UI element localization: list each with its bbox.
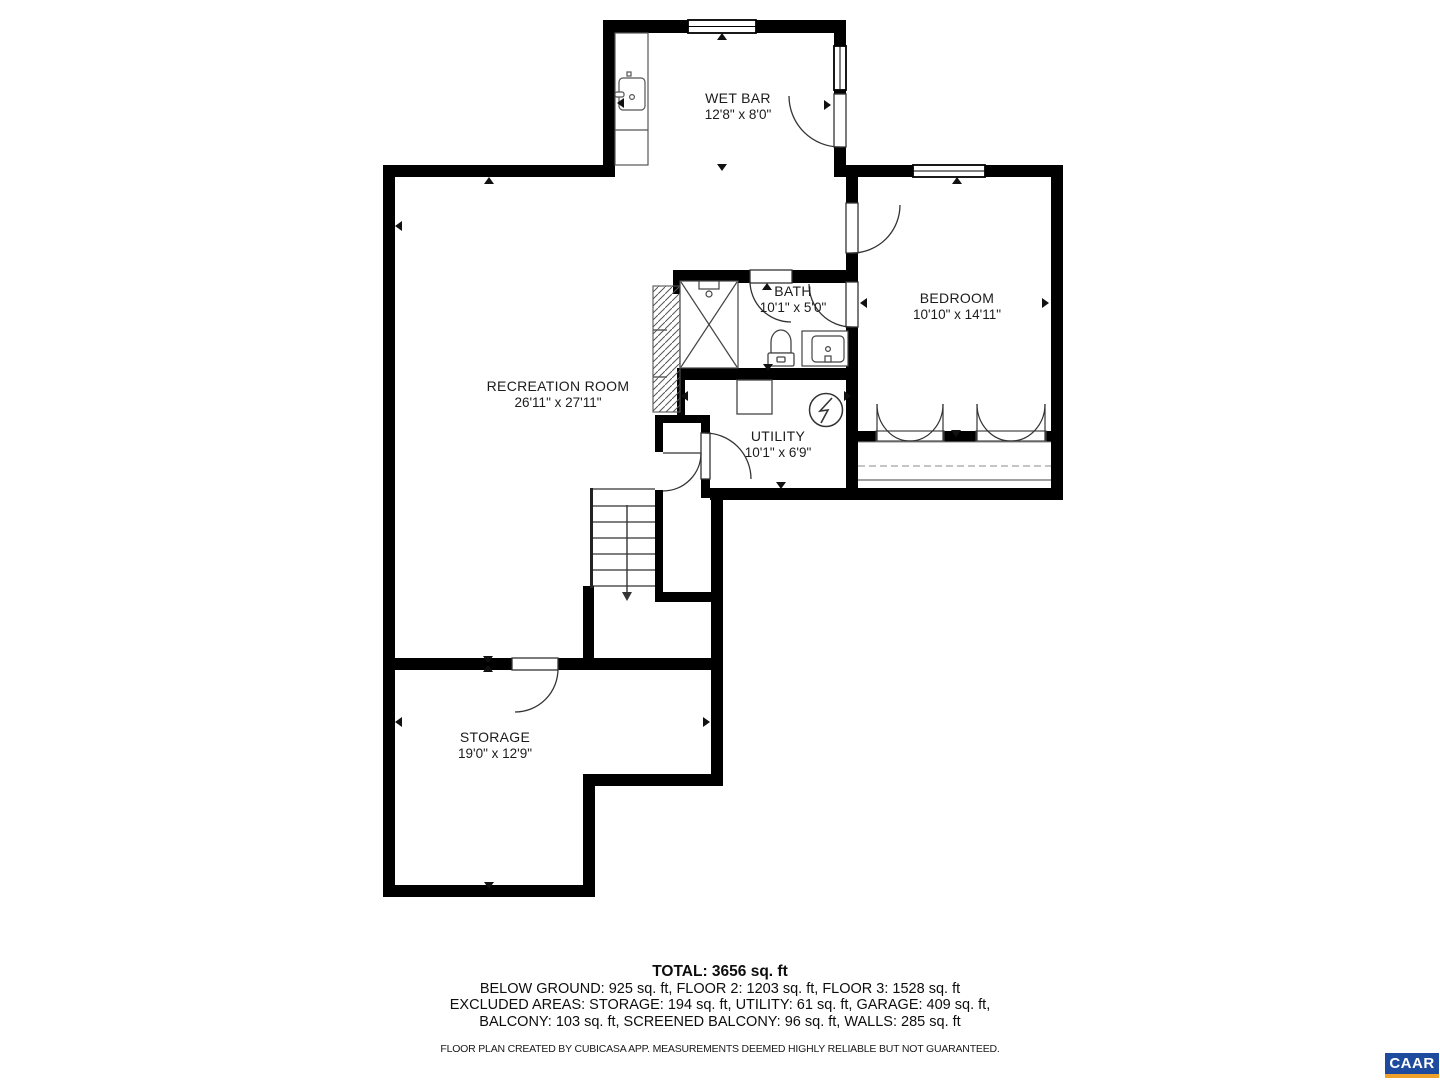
room-label-wet-bar [705,90,772,122]
window-wet-bar-right [834,46,846,90]
closet-shelf-lines [858,442,1051,480]
door-utility [701,433,751,479]
room-dims: 26'11" x 27'11" [514,395,602,410]
hatch-area [653,286,680,412]
door-storage [512,658,558,712]
excluded-areas-text-2: BALCONY: 103 sq. ft, SCREENED BALCONY: 96 sq. ft, WALLS: 285 sq. ft [479,1014,961,1030]
caar-logo-bar [1385,1074,1439,1078]
room-label-storage [458,729,532,761]
excluded-areas-text: EXCLUDED AREAS: STORAGE: 194 sq. ft, UTILITY: 61 sq. ft, GARAGE: 409 sq. ft, [449,997,991,1013]
room-label-bath [760,283,827,315]
electrical-panel-icon [810,394,843,427]
total-area-text: TOTAL: 3656 sq. ft [652,963,788,980]
toilet-icon [768,330,794,366]
window-wet-bar-top [688,20,756,33]
water-heater-icon [737,380,772,414]
caar-logo [1385,1053,1439,1079]
disclaimer-text: FLOOR PLAN CREATED BY CUBICASA APP. MEASUREMENTS DEEMED HIGHLY RELIABLE BUT NOT GUARANTEED. [440,1043,1000,1055]
shower-icon [680,281,738,368]
room-dims: 19'0" x 12'9" [457,746,533,761]
room-name: STORAGE [459,729,531,745]
wet-bar-counter [615,33,648,165]
door-wet-bar [789,94,846,147]
room-label-utility [745,428,812,460]
room-dims: 10'1" x 6'9" [744,445,812,460]
room-label-bedroom [913,290,1001,322]
room-dims: 12'8" x 8'0" [704,107,772,122]
window-bedroom [913,165,985,177]
room-name: BATH [774,283,812,299]
sink-vanity [802,331,848,366]
room-name: UTILITY [750,428,806,444]
room-label-recreation-room [487,378,630,410]
stairs [593,489,655,601]
caar-logo-text: CAAR [1385,1053,1439,1074]
room-dims: 10'1" x 5'0" [759,300,827,315]
room-name: BEDROOM [919,290,995,306]
door-rec-landing [663,453,701,491]
room-name: WET BAR [705,90,771,106]
room-dims: 10'10" x 14'11" [912,307,1002,322]
room-name: RECREATION ROOM [486,378,630,394]
door-bedroom [846,203,900,253]
floor-areas-text: BELOW GROUND: 925 sq. ft, FLOOR 2: 1203 sq. ft, FLOOR 3: 1528 sq. ft [479,981,961,997]
walls [383,20,1063,897]
